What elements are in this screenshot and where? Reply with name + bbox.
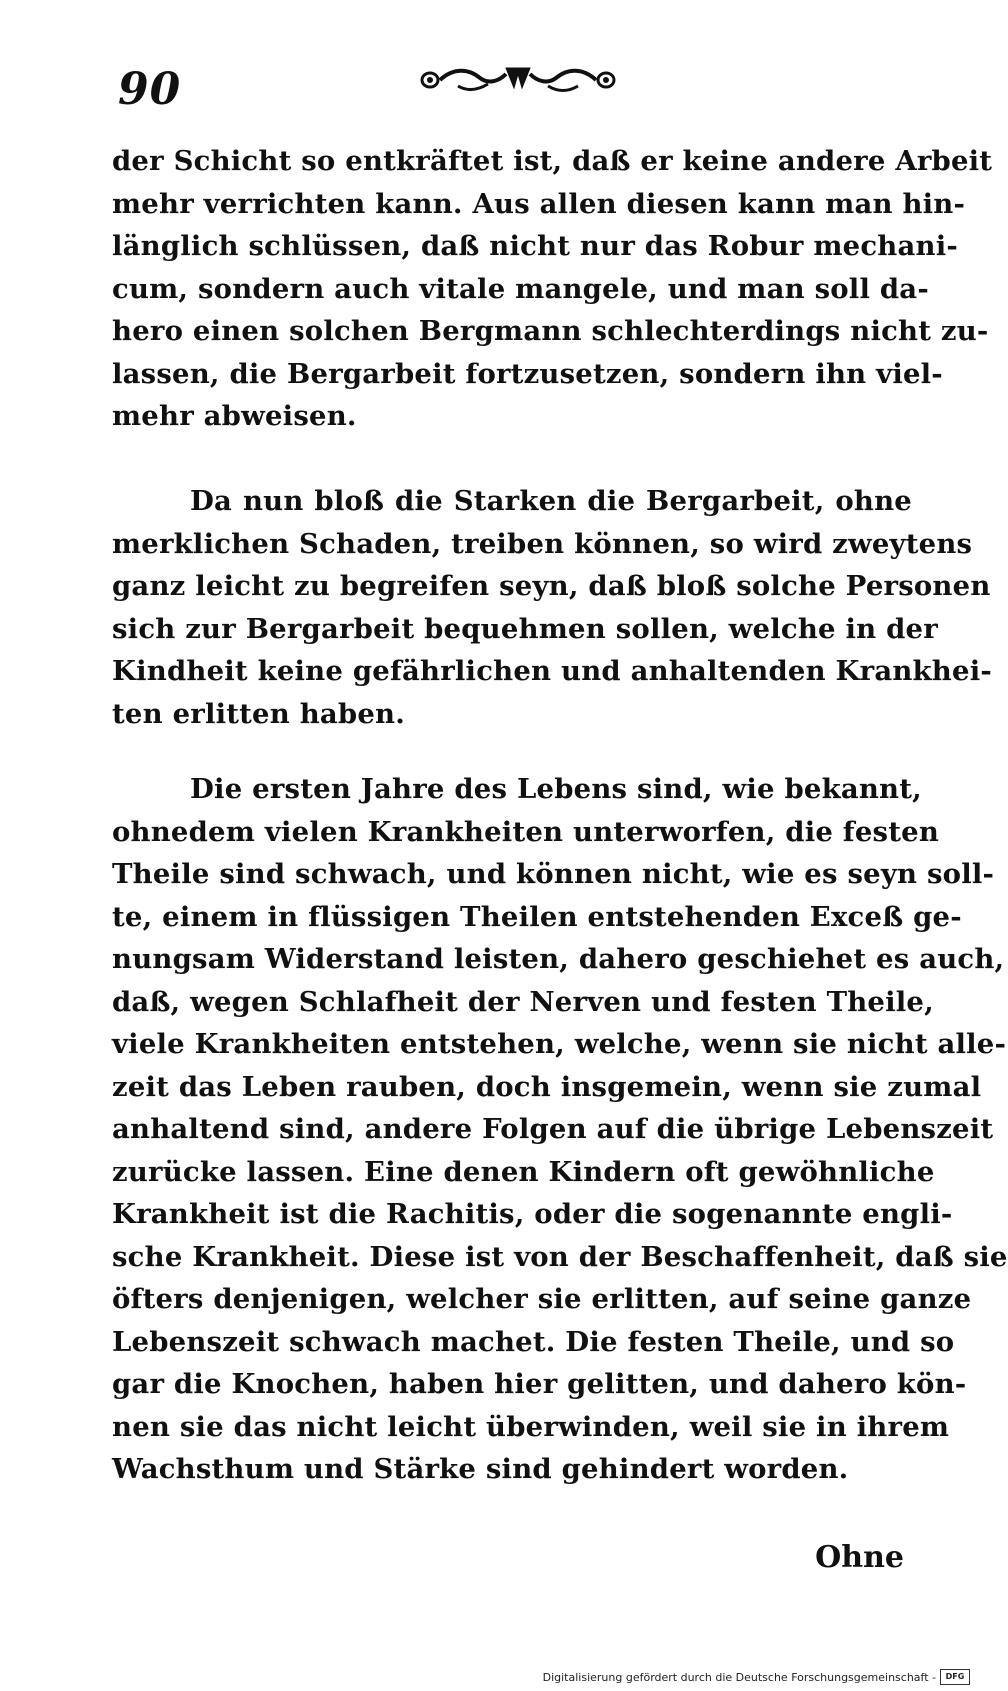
text-line: ohnedem vielen Krankheiten unterworfen, die festen: [112, 815, 940, 848]
text-line: Die ersten Jahre des Lebens sind, wie bekannt,: [190, 773, 922, 805]
text-line: viele Krankheiten entstehen, welche, wenn sie nicht alle-: [112, 1028, 1007, 1060]
text-line: länglich schlüssen, daß nicht nur das Robur mechani-: [112, 230, 958, 262]
dfg-logo: DFG: [940, 1669, 970, 1685]
text-line: mehr abweisen.: [112, 400, 357, 432]
text-line: Lebenszeit schwach machet. Die festen Theile, und so: [112, 1325, 955, 1358]
text-line: Theile sind schwach, und können nicht, wie es seyn soll-: [112, 858, 995, 890]
text-line: hero einen solchen Bergmann schlechterdings nicht zu-: [112, 315, 989, 347]
text-line: te, einem in flüssigen Theilen entstehenden Exceß ge-: [112, 900, 962, 933]
text-line: cum, sondern auch vitale mangele, und man soll da-: [112, 272, 929, 305]
footer-text: Digitalisierung gefördert durch die Deutsche Forschungsgemeinschaft -: [542, 1670, 936, 1684]
text-line: ganz leicht zu begreifen seyn, daß bloß solche Personen: [112, 570, 991, 602]
text-line: der Schicht so entkräftet ist, daß er keine andere Arbeit: [112, 145, 993, 177]
paragraph: [112, 140, 993, 438]
text-line: sche Krankheit. Diese ist von der Beschaffenheit, daß sie: [112, 1240, 1008, 1273]
text-line: lassen, die Bergarbeit fortzusetzen, sondern ihn viel-: [112, 357, 943, 390]
page-number: 90: [118, 64, 182, 115]
text-line: merklichen Schaden, treiben können, so wird zweytens: [112, 527, 973, 560]
text-line: nen sie das nicht leicht überwinden, weil sie in ihrem: [112, 1410, 950, 1443]
text-line: nungsam Widerstand leisten, dahero geschiehet es auch,: [112, 943, 1005, 975]
paragraph: [112, 768, 1008, 1491]
text-line: ten erlitten haben.: [112, 697, 406, 730]
digitization-footer: [543, 1669, 970, 1685]
text-line: Krankheit ist die Rachitis, oder die sogenannte engli-: [112, 1198, 953, 1230]
text-line: daß, wegen Schlafheit der Nerven und festen Theile,: [112, 985, 934, 1018]
text-line: anhaltend sind, andere Folgen auf die übrige Lebenszeit: [112, 1113, 994, 1145]
text-line: Kindheit keine gefährlichen und anhaltenden Krankhei-: [112, 655, 992, 687]
text-line: zurücke lassen. Eine denen Kindern oft gewöhnliche: [112, 1155, 935, 1188]
printer-ornament-icon: [418, 60, 618, 100]
text-line: Wachsthum und Stärke sind gehindert worden.: [112, 1453, 849, 1485]
paragraph: [112, 480, 992, 735]
text-line: gar die Knochen, haben hier gelitten, und dahero kön-: [112, 1368, 967, 1400]
text-line: öfters denjenigen, welcher sie erlitten, auf seine ganze: [112, 1283, 972, 1315]
text-line: zeit das Leben rauben, doch insgemein, wenn sie zumal: [112, 1070, 982, 1103]
catchword: Ohne: [815, 1540, 904, 1575]
text-line: sich zur Bergarbeit bequehmen sollen, welche in der: [112, 612, 938, 645]
text-line: Da nun bloß die Starken die Bergarbeit, ohne: [190, 485, 912, 517]
text-line: mehr verrichten kann. Aus allen diesen kann man hin-: [112, 187, 966, 220]
